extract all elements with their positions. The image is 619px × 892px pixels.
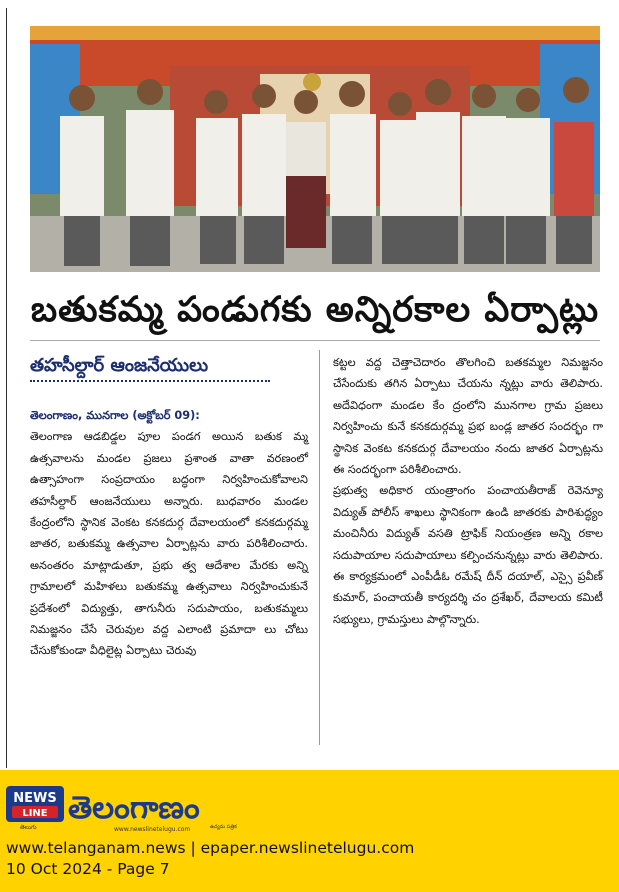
article-photo	[30, 26, 600, 272]
article-dateline: తెలంగాణం, మునగాల (అక్టోబర్ 09):	[30, 409, 200, 422]
article-column-right	[333, 352, 603, 630]
article-paragraph-left	[30, 405, 308, 662]
footer-website-links[interactable]: www.telanganam.news | epaper.newslinetelugu.com	[6, 839, 415, 857]
site-url-small: www.newslinetelugu.com	[114, 826, 191, 833]
article-body-right-1: కట్టల వద్ద చెత్తాచెదారం తొలగించి బతకమ్మల నిమజ్జనం చేసేందుకు తగిన ఏర్పాటు చేయను న్నట్లు వారు తెలిపారు. అదేవిధంగా మండల కేం ద్రంలోని మునగాల గ్రామ ప్రజలు నిర్వహించు కునే కనకదుర్గమ్మ ప్రభ బండ్ల జాతర సందర్భం గా స్థానిక వెంకట కనకదుర్గ దేవాలయం నందు జాతర ఏర్పాట్లను ఈ సందర్భంగా పరిశీలించారు.	[333, 356, 603, 477]
newsline-logo	[6, 786, 64, 822]
article-subhead: తహసీల్దార్ ఆంజనేయులు	[30, 352, 270, 382]
logo-news-text: NEWS	[13, 791, 57, 806]
logo-telugu-tag: తెలుగు	[20, 824, 37, 831]
column-divider	[319, 350, 320, 745]
footer-date-page: 10 Oct 2024 - Page 7	[6, 860, 170, 878]
logo-paper-name: తెలంగాణం	[68, 790, 200, 826]
article-body-right-2: ప్రభుత్వ అధికార యంత్రాంగం పంచాయతీరాజ్ రెవెన్యూ విద్యుత్ పోలీస్ శాఖలు స్థానికంగా ఉండి జాతరకు పారిశుద్ధ్యం మంచినీరు విద్యుత్ వసతి ట్రాఫిక్ నియంత్రణ అన్ని రకాల సదుపాయాల సదుపాయాలు కల్పించనున్నట్లు వారు తెలిపారు. ఈ కార్యక్రమంలో ఎంపీడీఓ రమేష్ దీన్ దయాల్, ఎస్సై ప్రవీణ్ కుమార్, పంచాయతీ కార్యదర్శి చం ద్రశేఖర్, దేవాలయ కమిటీ సభ్యులు, గ్రామస్తులు పాల్గొన్నారు.	[333, 484, 603, 626]
page-left-rule	[6, 8, 7, 768]
article-column-left	[30, 405, 308, 662]
telanganam-logo	[68, 786, 244, 826]
article-body-left: తెలంగాణ ఆడబిడ్డల పూల పండగ అయిన బతుక మ్మ ఉత్సవాలను మండల ప్రజలు ప్రశాంత వాతా వరణంలో ఉత్సాహంగా సంప్రదాయం బద్ధంగా నిర్వహించుకోవాలని తహసీల్దార్ ఆంజనేయులు అన్నారు. బుధవారం మండల కేంద్రంలోని స్థానిక వెంకట కనకదుర్గ దేవాలయంలో కనకదుర్గమ్మ జాతర, బతుకమ్మ ఉత్సవాల ఏర్పాట్లను వారు పరిశీలించారు. అనంతరం మాట్లాడుతూ, ప్రభు త్వ ఆదేశాల మేరకు అన్ని గ్రామాలలో మహిళలు బతుకమ్మ ఉత్సవాలు నిర్వహించుకునే ప్రదేశంలో విద్యుత్తు, తాగునీరు సదుపాయం, బతుకమ్మలు నిమజ్జనం చేసే చెరువుల వద్ద ఎలాంటి ప్రమాదా లు చోటు చేసుకోకుండా వీధిలైట్ల ఏర్పాటు చెరువు	[30, 430, 308, 658]
logo-line-text: LINE	[22, 808, 48, 819]
logo-tagline: ఉద్యమ పత్రిక	[210, 824, 237, 830]
article-headline: బతుకమ్మ పండుగకు అన్నిరకాల ఏర్పాట్లు	[30, 282, 600, 341]
